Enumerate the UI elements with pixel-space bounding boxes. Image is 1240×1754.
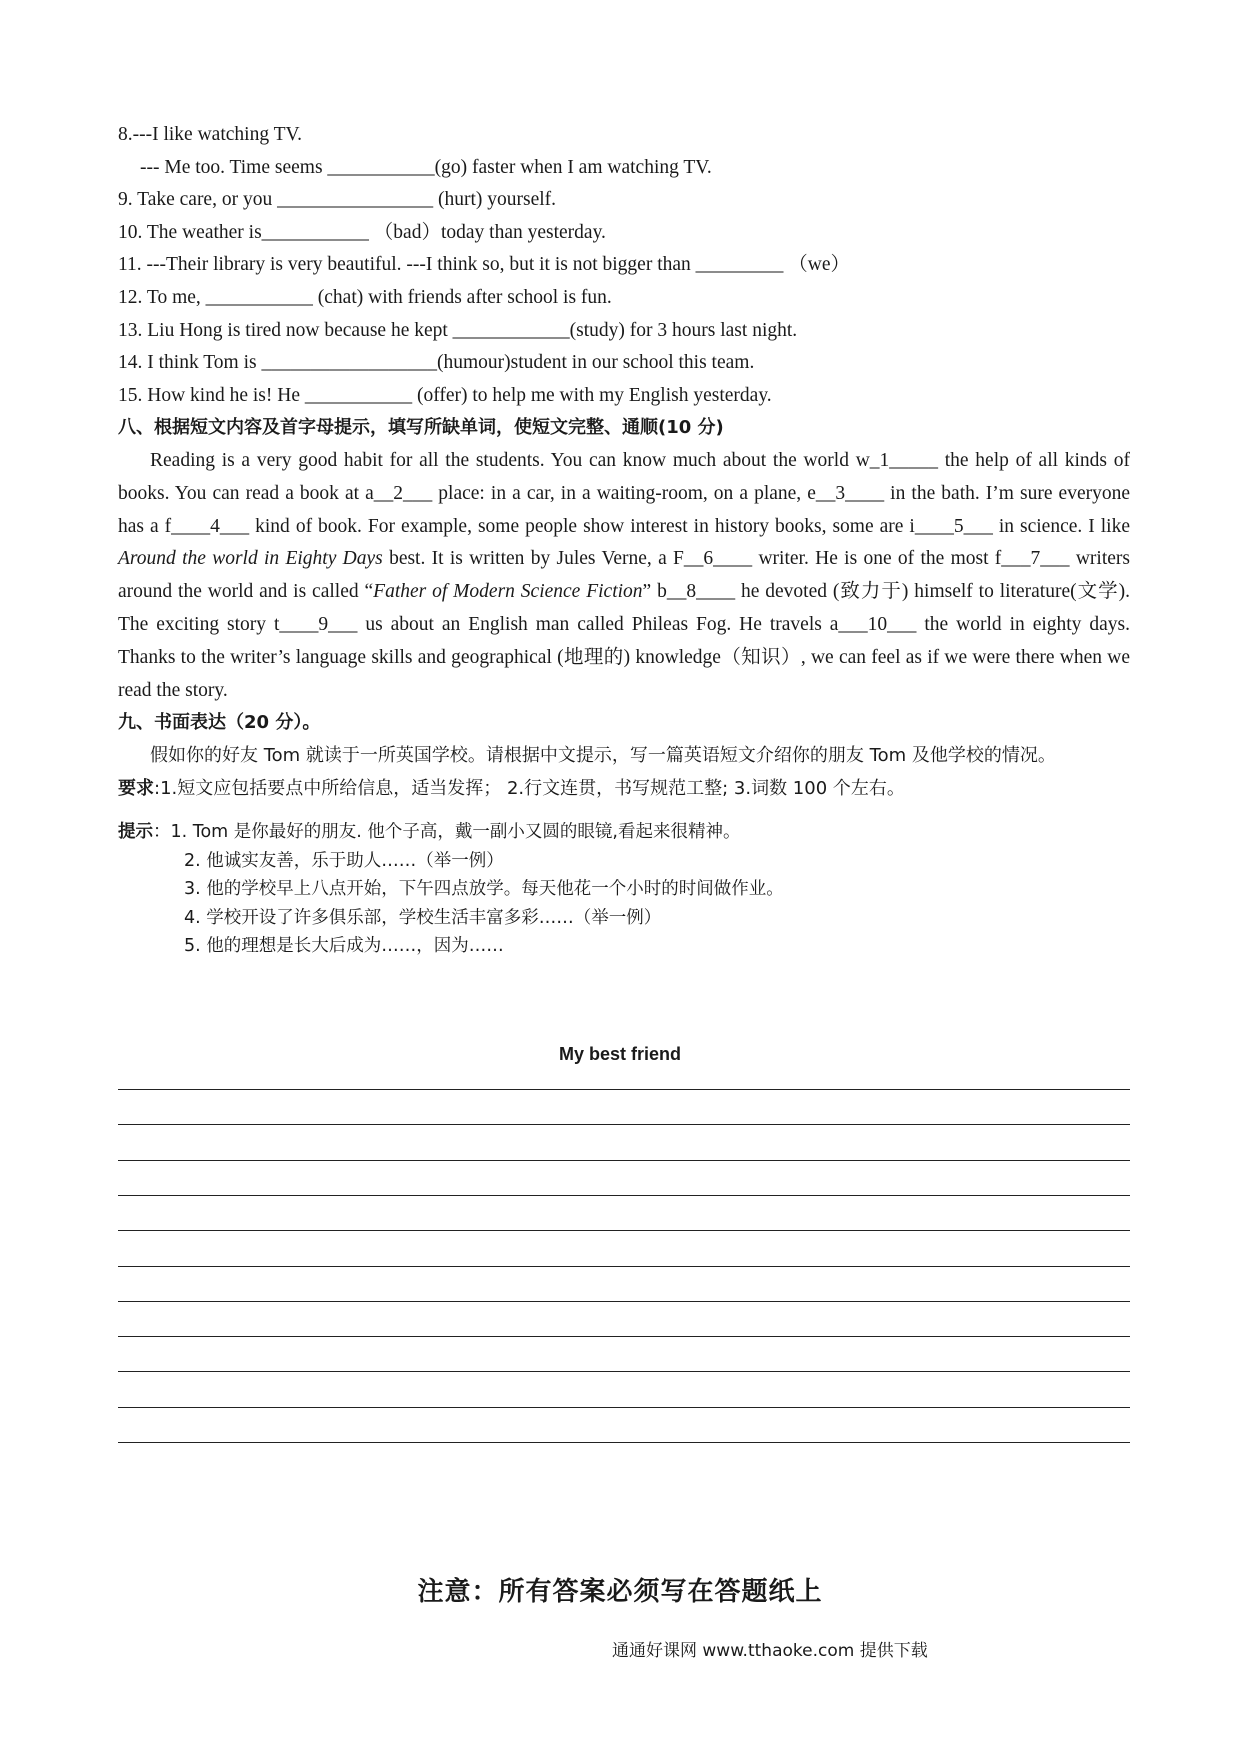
passage-text: ” b__8____ he devoted (致力于) himself to literature(文学). The exciting story t____9___ us about an English man called Phileas Fog. He travels a___10___ the world in eighty days. Thanks to the writer’s language skills and geographical (地理的) knowledge（知识）, we can feel as if we were there when we read the story. [118,581,1130,701]
writing-requirements [118,773,1130,806]
tip-item: 4. 学校开设了许多俱乐部，学校生活丰富多彩……（举一例） [184,907,662,928]
writing-tips [118,818,1130,961]
exercise-line: 10. The weather is___________ （bad）today than yesterday. [118,221,606,243]
book-title: Around the world in Eighty Days [118,548,383,570]
writing-rule-line [118,1301,1130,1302]
tip-item: 3. 他的学校早上八点开始，下午四点放学。每天他花一个小时的时间做作业。 [184,879,784,900]
exercise-line: 8.---I like watching TV. [118,124,302,145]
tip-item [118,818,1130,847]
exercise-line: 11. ---Their library is very beautiful. ---I think so, but it is not bigger than _________ （we） [118,254,851,276]
writing-prompt: 假如你的好友 Tom 就读于一所英国学校。请根据中文提示，写一篇英语短文介绍你的朋友 Tom 及他学校的情况。 [150,744,1056,766]
page-content [118,119,1130,961]
tip-text: ：1. Tom 是你最好的朋友. 他个子高，戴一副小又圆的眼镜,看起来很精神。 [153,822,741,843]
exercise-line: 15. How kind he is! He ___________ (offer) to help me with my English yesterday. [118,384,772,406]
passage-text: best. It is written by Jules Verne, a F__6____ writer. He is one of the most f___7___ writers around the world and is called “ [118,548,1130,603]
essay-title: My best friend [558,1044,682,1064]
exercise-line: 13. Liu Hong is tired now because he kept ____________(study) for 3 hours last night. [118,319,798,341]
requirements-label: 要求 [118,777,154,799]
cloze-passage [118,445,1130,707]
exercise-line: 9. Take care, or you ________________ (hurt) yourself. [118,189,557,211]
passage-text: Reading is a very good habit for all the students. You can know much about the world w_1_____ the help of all kinds of books. You can read a book at a__2___ place: in a car, in a waiting-room, on a plane, e__3____ in the bath. I’m sure everyone has a f____4___ kind of book. For example, some people show interest in history books, some are i____5___ in science. I like [118,449,1130,537]
nickname-title: Father of Modern Science Fiction [373,581,643,603]
writing-rule-line [118,1442,1130,1443]
writing-rule-line [118,1124,1130,1125]
answer-notice: 注意：所有答案必须写在答题纸上 [417,1577,823,1607]
writing-rule-line [118,1336,1130,1337]
exercise-line: 12. To me, ___________ (chat) with friends after school is fun. [118,286,612,308]
tips-label: 提示 [118,822,153,843]
writing-rule-line [118,1371,1130,1372]
footer-credit: 通通好课网 www.tthaoke.com 提供下载 [612,1641,928,1661]
writing-rule-line [118,1230,1130,1231]
writing-rule-line [118,1195,1130,1196]
tip-item: 2. 他诚实友善，乐于助人……（举一例） [184,850,504,871]
exercise-line: 14. I think Tom is __________________(humour)student in our school this team. [118,352,755,374]
section9-heading: 九、书面表达（20 分）。 [118,712,321,734]
writing-rule-line [118,1266,1130,1267]
writing-rule-line [118,1407,1130,1408]
exercise-line: --- Me too. Time seems ___________(go) faster when I am watching TV. [140,156,712,178]
tip-item: 5. 他的理想是长大后成为……，因为…… [184,936,504,957]
requirements-text: :1.短文应包括要点中所给信息，适当发挥； 2.行文连贯，书写规范工整; 3.词数 100 个左右。 [154,777,905,799]
vocabulary-exercise [118,119,1130,412]
writing-rule-line [118,1160,1130,1161]
section8-heading: 八、根据短文内容及首字母提示，填写所缺单词，使短文完整、通顺(10 分) [118,417,724,439]
writing-rule-line [118,1089,1130,1090]
